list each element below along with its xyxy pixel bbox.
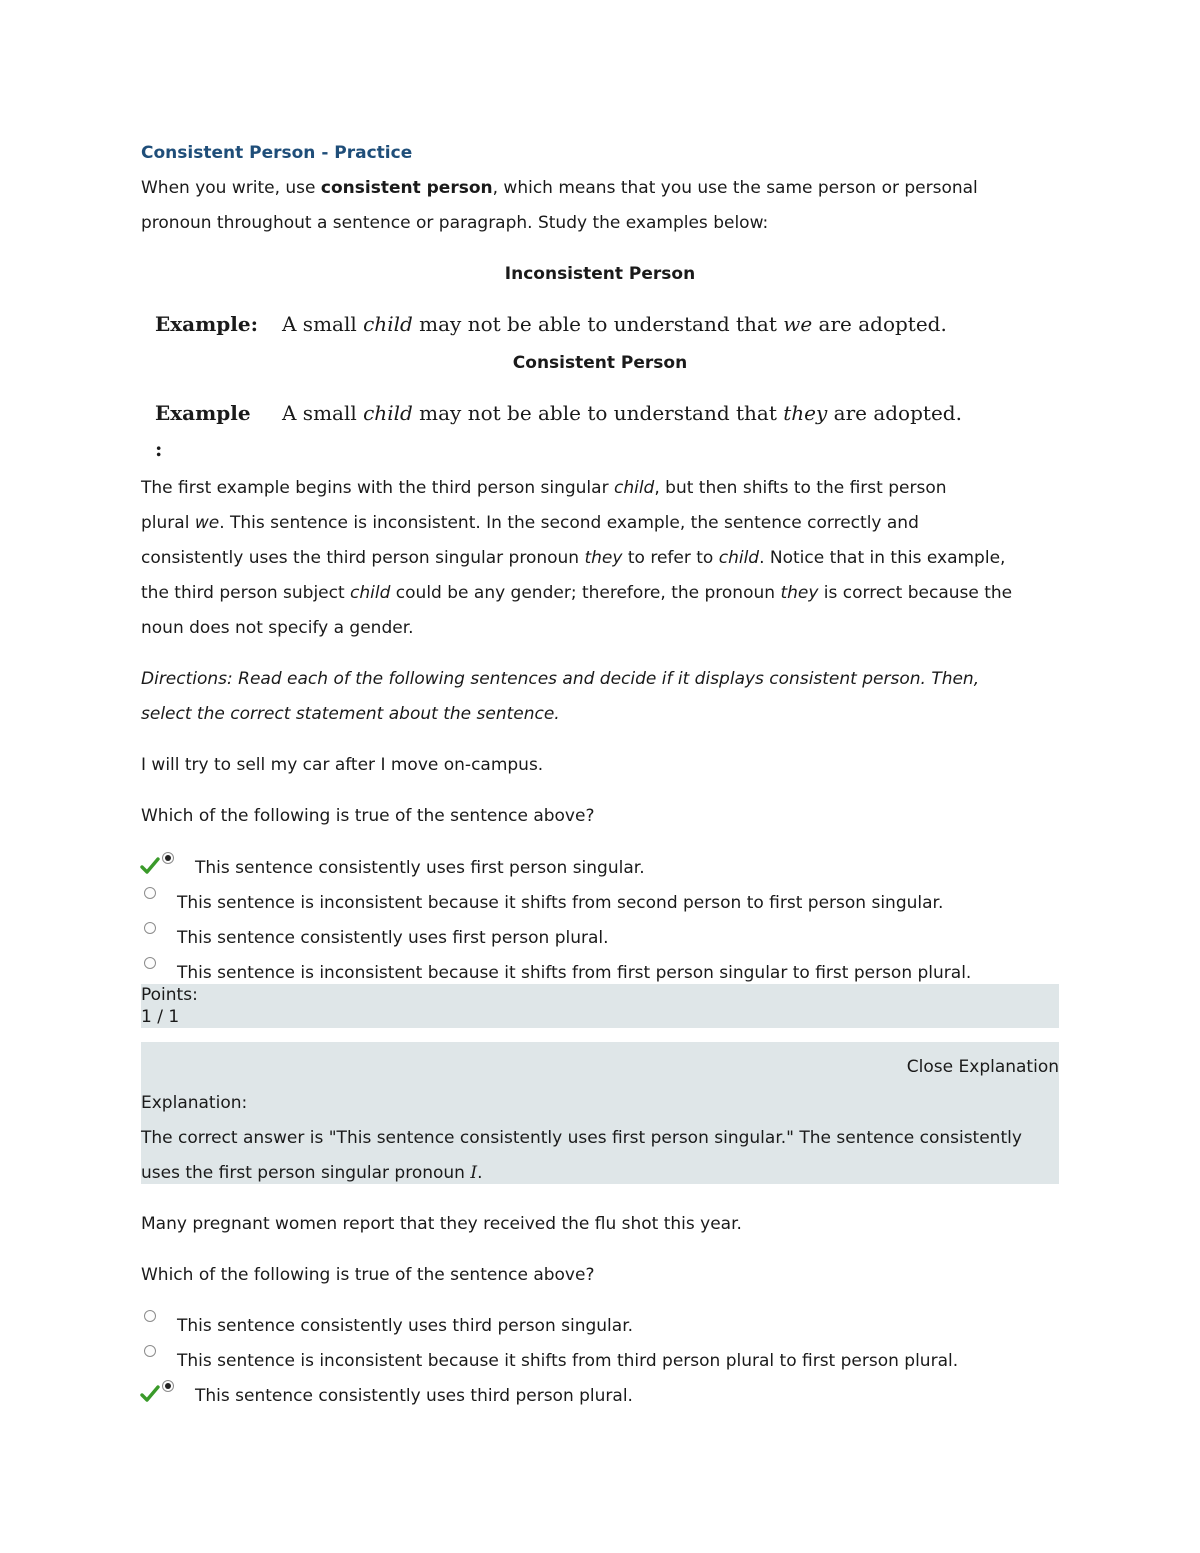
explanation-label: Explanation: bbox=[141, 1093, 248, 1113]
analysis-italic: we bbox=[194, 513, 220, 533]
intro-bold-term: consistent person bbox=[320, 178, 493, 198]
points-value: 1 / 1 bbox=[141, 1007, 180, 1027]
q2-option-2[interactable]: This sentence is inconsistent because it shifts from third person plural to first person plural. bbox=[177, 1351, 959, 1371]
explanation-text: uses the first person singular pronoun bbox=[141, 1163, 471, 1183]
sentence-italic: child bbox=[363, 401, 413, 425]
q2-question: Which of the following is true of the sentence above? bbox=[141, 1265, 595, 1285]
analysis-text: could be any gender; therefore, the pronoun bbox=[390, 583, 781, 603]
q2-option-1[interactable]: This sentence consistently uses third person singular. bbox=[177, 1316, 634, 1336]
q1-option-2[interactable]: This sentence is inconsistent because it shifts from second person to first person singular. bbox=[177, 893, 944, 913]
sentence-text: A small bbox=[282, 401, 364, 425]
radio-button-icon[interactable] bbox=[144, 1345, 156, 1357]
radio-button-icon[interactable] bbox=[162, 1380, 174, 1392]
analysis-text: to refer to bbox=[622, 548, 719, 568]
analysis-line-1 bbox=[141, 478, 947, 498]
explanation-line-1: The correct answer is "This sentence consistently uses first person singular." The sentence consistently bbox=[141, 1128, 1022, 1148]
explanation-text: . bbox=[477, 1163, 483, 1183]
q1-option-1[interactable]: This sentence consistently uses first person singular. bbox=[195, 858, 645, 878]
sentence-text: are adopted. bbox=[827, 401, 962, 425]
analysis-text: , but then shifts to the first person bbox=[654, 478, 947, 498]
points-panel bbox=[141, 984, 1059, 1028]
q1-option-3[interactable]: This sentence consistently uses first person plural. bbox=[177, 928, 609, 948]
example-label-colon: : bbox=[155, 437, 163, 461]
q1-sentence: I will try to sell my car after I move on-campus. bbox=[141, 755, 544, 775]
analysis-italic: they bbox=[780, 583, 819, 603]
directions-line-2: select the correct statement about the sentence. bbox=[141, 704, 560, 724]
explanation-italic: I bbox=[470, 1163, 478, 1183]
check-icon bbox=[140, 857, 160, 875]
sentence-italic: we bbox=[783, 312, 813, 336]
page-title: Consistent Person - Practice bbox=[141, 143, 413, 163]
radio-button-icon[interactable] bbox=[162, 852, 174, 864]
inconsistent-example-sentence bbox=[282, 312, 947, 336]
analysis-italic: they bbox=[584, 548, 623, 568]
radio-button-icon[interactable] bbox=[144, 887, 156, 899]
intro-text: When you write, use bbox=[141, 178, 321, 198]
q1-option-4[interactable]: This sentence is inconsistent because it shifts from first person singular to first person plural. bbox=[177, 963, 972, 983]
sentence-text: may not be able to understand that bbox=[412, 401, 784, 425]
directions-line-1: Directions: Read each of the following sentences and decide if it displays consistent person. Then, bbox=[141, 669, 980, 689]
example-label: Example: bbox=[155, 312, 258, 336]
q2-option-3[interactable]: This sentence consistently uses third person plural. bbox=[195, 1386, 633, 1406]
intro-line-1 bbox=[141, 178, 978, 198]
analysis-line-5: noun does not specify a gender. bbox=[141, 618, 414, 638]
analysis-text: . Notice that in this example, bbox=[759, 548, 1006, 568]
analysis-italic: child bbox=[718, 548, 760, 568]
radio-button-icon[interactable] bbox=[144, 1310, 156, 1322]
sentence-text: A small bbox=[282, 312, 364, 336]
sentence-italic: child bbox=[363, 312, 413, 336]
example-label: Example bbox=[155, 401, 251, 425]
intro-line-2: pronoun throughout a sentence or paragraph. Study the examples below: bbox=[141, 213, 769, 233]
analysis-text: the third person subject bbox=[141, 583, 351, 603]
sentence-text: may not be able to understand that bbox=[412, 312, 784, 336]
inconsistent-heading: Inconsistent Person bbox=[504, 264, 696, 284]
analysis-text: plural bbox=[141, 513, 195, 533]
explanation-line-2 bbox=[141, 1163, 482, 1183]
analysis-italic: child bbox=[350, 583, 391, 603]
intro-text: , which means that you use the same person or personal bbox=[492, 178, 978, 198]
q2-sentence: Many pregnant women report that they received the flu shot this year. bbox=[141, 1214, 742, 1234]
radio-button-icon[interactable] bbox=[144, 957, 156, 969]
sentence-italic: they bbox=[783, 401, 828, 425]
consistent-example-sentence bbox=[282, 401, 962, 425]
analysis-line-4 bbox=[141, 583, 1012, 603]
analysis-text: . This sentence is inconsistent. In the second example, the sentence correctly and bbox=[219, 513, 919, 533]
analysis-text: The first example begins with the third person singular bbox=[141, 478, 614, 498]
analysis-italic: child bbox=[613, 478, 655, 498]
q1-question: Which of the following is true of the sentence above? bbox=[141, 806, 595, 826]
sentence-text: are adopted. bbox=[812, 312, 947, 336]
analysis-line-3 bbox=[141, 548, 1005, 568]
analysis-line-2 bbox=[141, 513, 919, 533]
analysis-text: consistently uses the third person singular pronoun bbox=[141, 548, 585, 568]
check-icon bbox=[140, 1385, 160, 1403]
analysis-text: is correct because the bbox=[818, 583, 1013, 603]
consistent-heading: Consistent Person bbox=[512, 353, 688, 373]
radio-button-icon[interactable] bbox=[144, 922, 156, 934]
points-label: Points: bbox=[141, 985, 198, 1005]
close-explanation-button[interactable]: Close Explanation bbox=[906, 1057, 1059, 1077]
